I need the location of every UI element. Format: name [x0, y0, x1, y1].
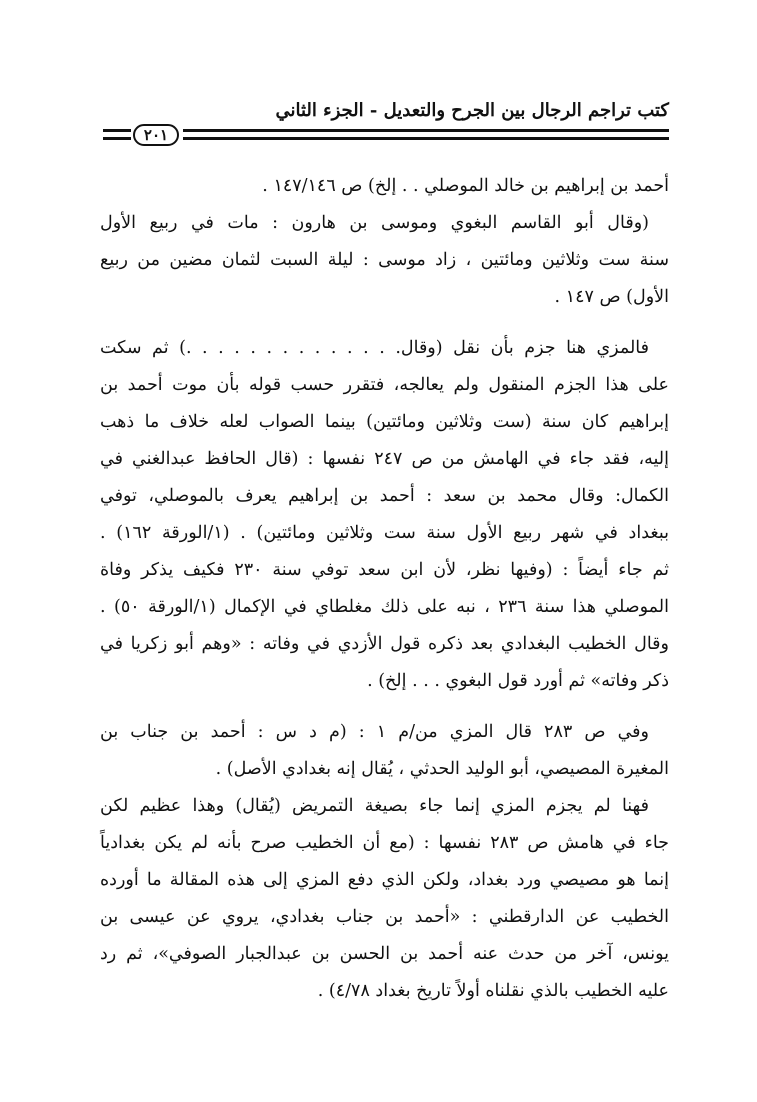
page-number: ٢٠١ [133, 124, 179, 146]
text-line: وفي ص ٢٨٣ قال المزي من/م ١ : (م د س : أحمد بن جناب بن [100, 722, 649, 742]
text-line: (وقال أبو القاسم البغوي وموسى بن هارون : مات في ربيع الأول [100, 213, 649, 233]
text-line: يونس، آخر من حدث عنه أحمد بن الحسن بن عبدالجبار الصوفي»، ثم رد [100, 944, 669, 964]
text-line: الكمال: وقال محمد بن سعد : أحمد بن إبراهيم يعرف بالموصلي، توفي [100, 486, 669, 506]
text-line: ذكر وفاته» ثم أورد قول البغوي . . . إلخ) . [367, 671, 669, 691]
paragraph-gap [100, 700, 669, 714]
text-line: الخطيب عن الدارقطني : «أحمد بن جناب بغدادي، يروي عن عيسى بن [100, 907, 669, 927]
text-line: ببغداد في شهر ربيع الأول سنة ست وثلاثين ومائتين) . (١/الورقة ١٦٢) . [100, 523, 669, 543]
paragraph [100, 330, 669, 700]
header-rule-left-segment [103, 129, 131, 140]
text-line: فهنا لم يجزم المزي إنما جاء بصيغة التمريض (يُقال) وهذا عظيم لكن [100, 796, 649, 816]
running-header-title: كتب تراجم الرجال بين الجرح والتعديل - الجزء الثاني [275, 100, 669, 121]
paragraph-gap [100, 316, 669, 330]
text-line: أحمد بن إبراهيم بن خالد الموصلي . . إلخ) ص ١٤٧/١٤٦ . [262, 176, 669, 196]
text-line: جاء في هامش ص ٢٨٣ نفسها : (مع أن الخطيب صرح بأنه لم يكن بغدادياً [100, 833, 669, 853]
header-rule [103, 124, 669, 148]
text-line: المغيرة المصيصي، أبو الوليد الحدثي ، يُقال إنه بغدادي الأصل) . [215, 759, 669, 779]
text-line: الأول) ص ١٤٧ . [554, 287, 669, 307]
text-line: وقال الخطيب البغدادي بعد ذكره قول الأزدي في وفاته : «وهم أبو زكريا في [100, 634, 669, 654]
text-line: على هذا الجزم المنقول ولم يعالجه، فتقرر حسب قوله بأن موت أحمد بن [100, 375, 669, 395]
body-text [100, 168, 669, 1010]
text-line: عليه الخطيب بالذي نقلناه أولاً تاريخ بغداد ٤/٧٨) . [317, 981, 669, 1001]
text-line: إليه، فقد جاء في الهامش من ص ٢٤٧ نفسها : (قال الحافظ عبدالغني في [100, 449, 669, 469]
text-line: فالمزي هنا جزم بأن نقل (وقال. . . . . . . . . . . . . .) ثم سكت [100, 338, 649, 358]
text-line: إبراهيم كان سنة (ست وثلاثين ومائتين) بينما الصواب لعله خلاف ما ذهب [100, 412, 669, 432]
text-line: إنما هو مصيصي ورد بغداد، ولكن الذي دفع المزي إلى هذه المقالة ما أورده [100, 870, 669, 890]
paragraph [100, 168, 669, 205]
header-rule-main-segment [183, 129, 669, 140]
paragraph [100, 714, 669, 1010]
paragraph [100, 205, 669, 316]
text-line: ثم جاء أيضاً : (وفيها نظر، لأن ابن سعد توفي سنة ٢٣٠ فكيف يذكر وفاة [100, 560, 669, 580]
text-line: الموصلي هذا سنة ٢٣٦ ، نبه على ذلك مغلطاي في الإكمال (١/الورقة ٥٠) . [100, 597, 669, 617]
text-line: سنة ست وثلاثين ومائتين ، زاد موسى : ليلة السبت لثمان مضين من ربيع [100, 250, 669, 270]
